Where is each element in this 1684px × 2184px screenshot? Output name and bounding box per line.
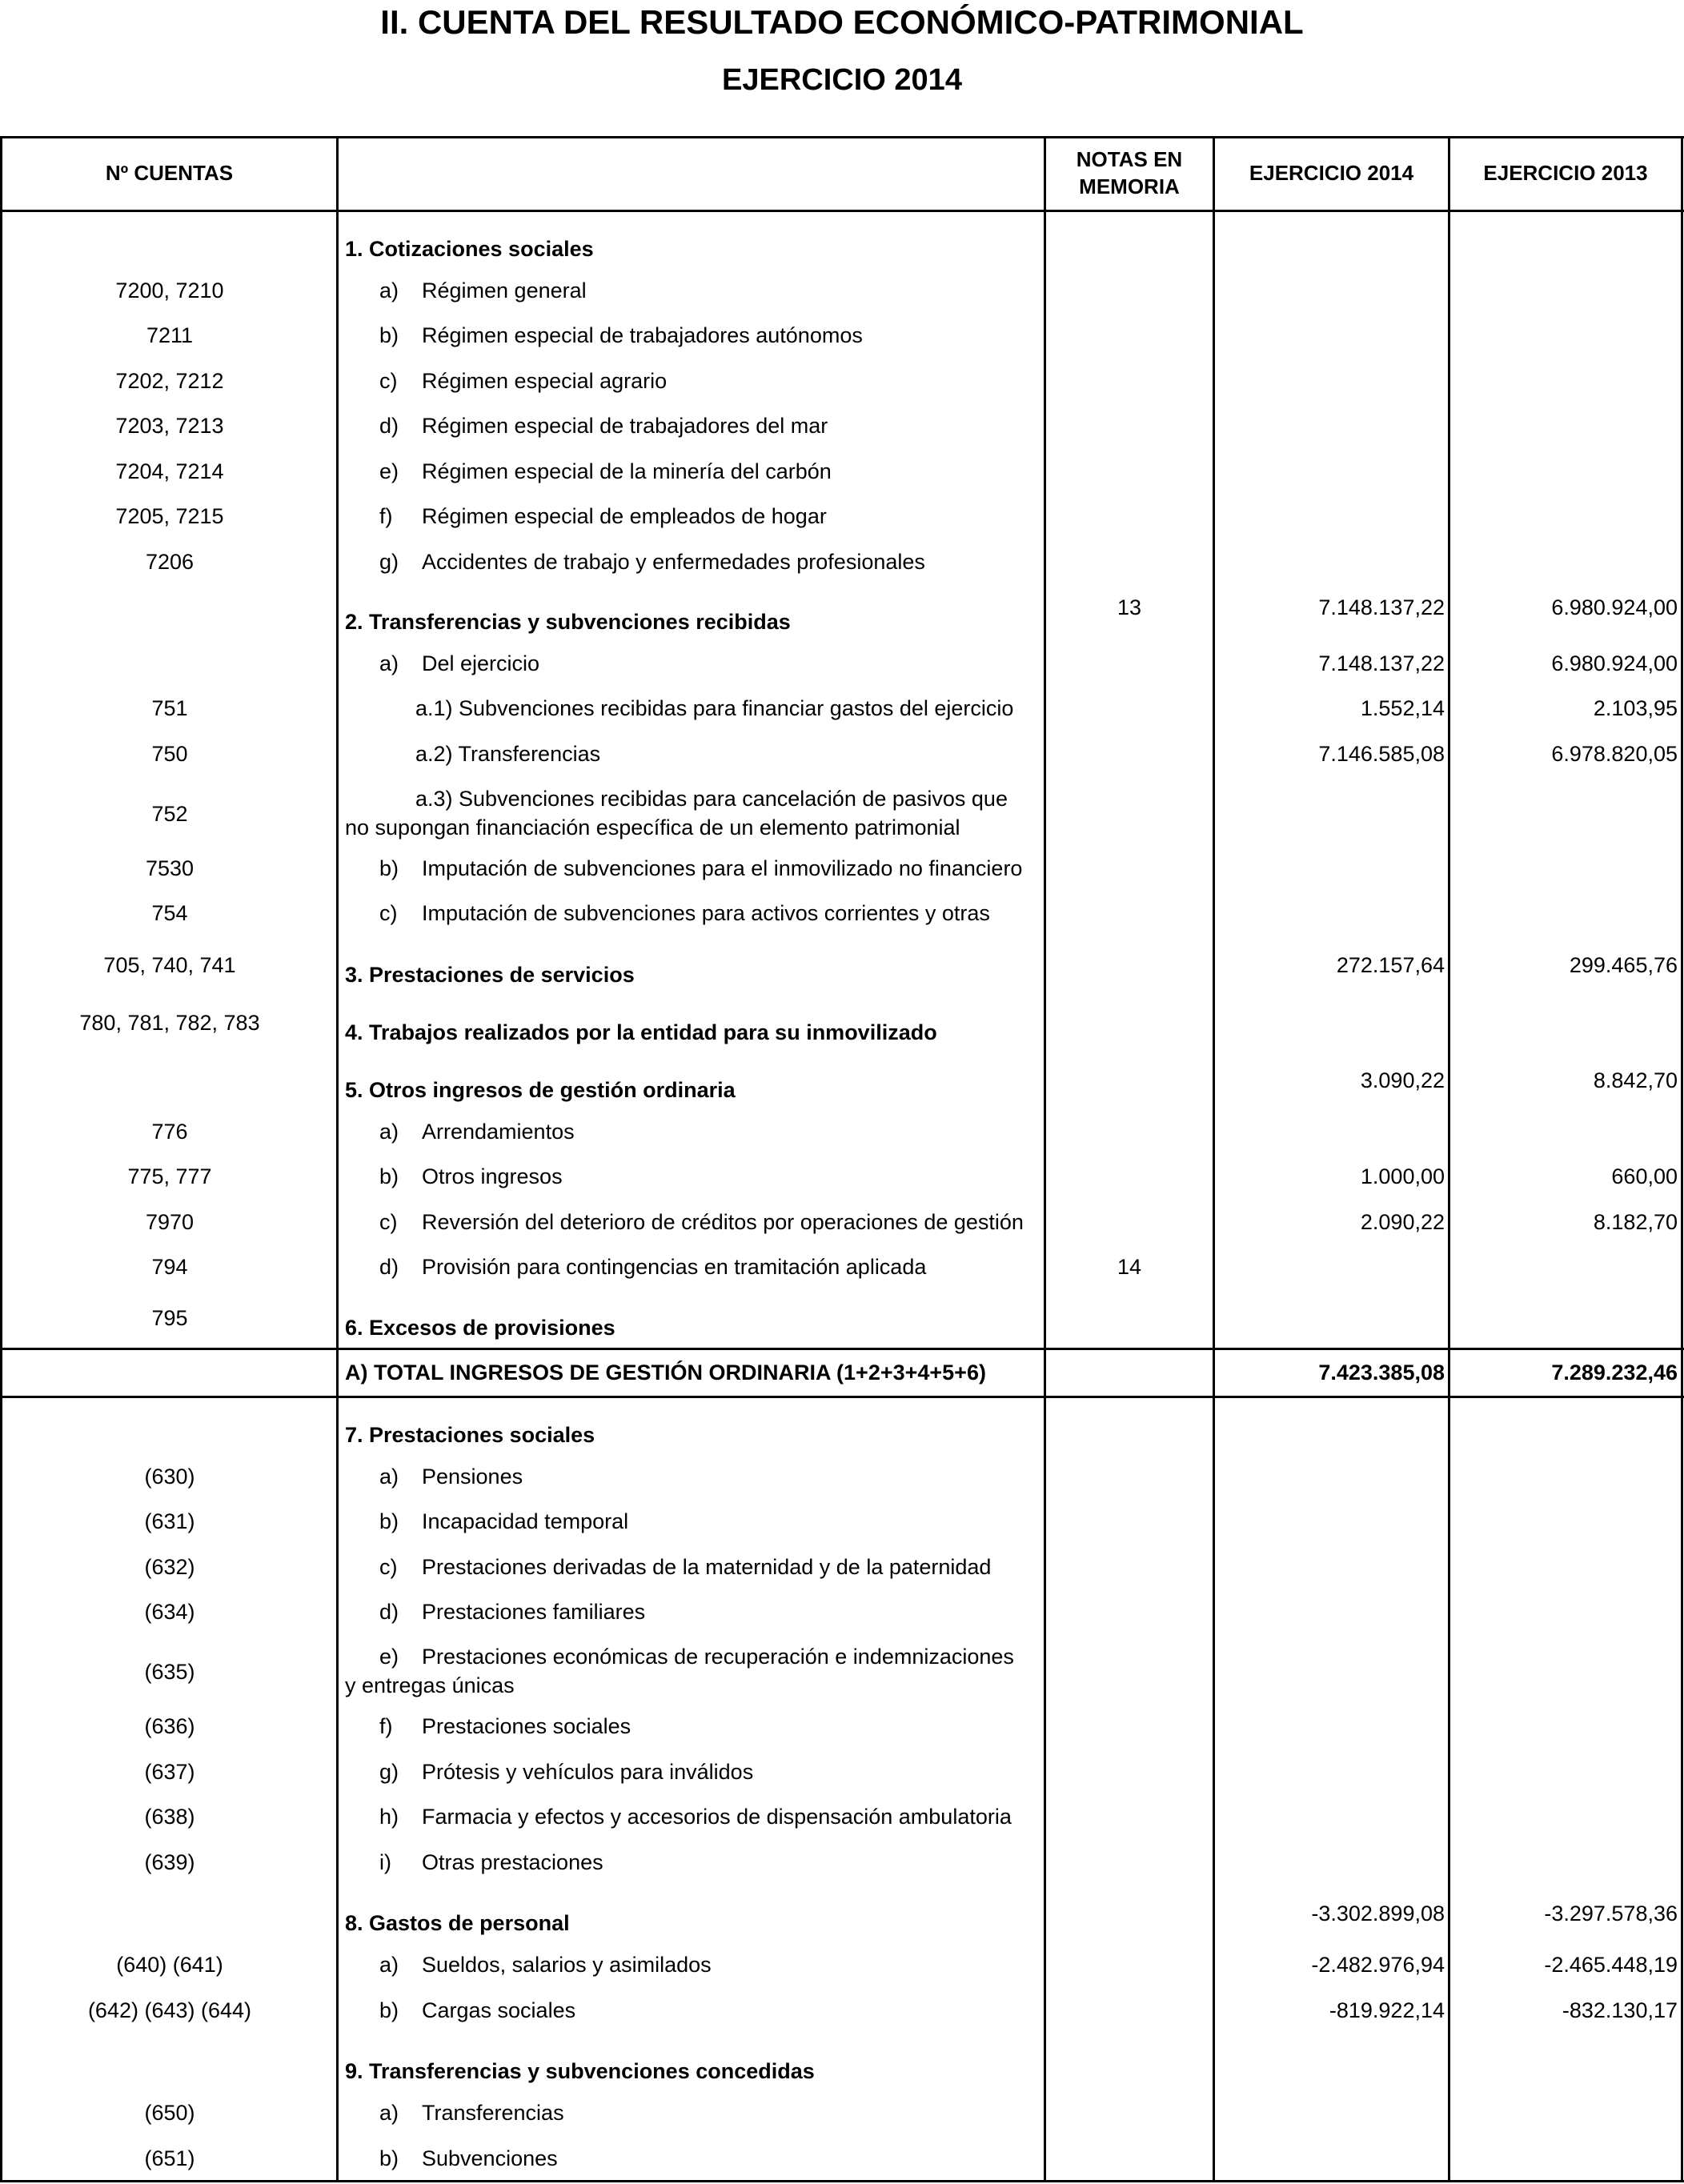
value-2014: 2.090,22	[1360, 1210, 1445, 1234]
concept-label	[345, 1252, 1076, 1281]
item-marker: d)	[379, 1600, 399, 1624]
concept-text: Cargas sociales	[422, 1998, 576, 2022]
concept-label	[345, 1076, 1041, 1104]
concept-label	[345, 502, 1076, 531]
concept-label	[345, 1712, 1076, 1741]
account-codes: 705, 740, 741	[103, 953, 236, 977]
concept-text: 1. Cotizaciones sociales	[345, 237, 594, 261]
col-border-left	[0, 136, 2, 2182]
concept-text: Transferencias	[422, 2101, 564, 2125]
concept-label	[345, 1313, 1041, 1342]
item-marker: f)	[379, 1714, 393, 1738]
header-ejercicio-2013: EJERCICIO 2013	[1483, 161, 1648, 185]
item-marker: g)	[379, 1760, 399, 1784]
total-top-divider	[0, 1348, 1684, 1350]
value-2013: 2.103,95	[1593, 696, 1678, 720]
concept-text: Prestaciones económicas de recuperación e indemnizaciones	[422, 1645, 1014, 1669]
concept-text: Accidentes de trabajo y enfermedades profesionales	[422, 550, 925, 574]
item-marker: b)	[379, 323, 399, 347]
concept-label	[345, 1642, 1076, 1671]
value-2013: 660,00	[1611, 1164, 1678, 1188]
concept-label	[345, 457, 1076, 486]
item-marker: a)	[379, 279, 399, 303]
concept-text: 6. Excesos de provisiones	[345, 1316, 615, 1340]
page-subtitle: EJERCICIO 2014	[722, 63, 962, 97]
value-2013: -832.130,17	[1562, 1998, 1678, 2022]
item-marker: c)	[379, 1210, 398, 1234]
account-codes: 780, 781, 782, 783	[79, 1011, 260, 1035]
account-codes: (636)	[144, 1714, 195, 1738]
item-marker: b)	[379, 2146, 399, 2170]
concept-text: Imputación de subvenciones para el inmovilizado no financiero	[422, 856, 1023, 880]
concept-label	[345, 960, 1041, 989]
concept-text: Farmacia y efectos y accesorios de dispensación ambulatoria	[422, 1805, 1012, 1829]
item-marker: b)	[379, 1998, 399, 2022]
concept-text: Incapacidad temporal	[422, 1509, 629, 1533]
col-border-3	[1213, 136, 1215, 2182]
value-2014: -819.922,14	[1329, 1998, 1445, 2022]
concept-label	[345, 899, 1076, 928]
concept-text: 7. Prestaciones sociales	[345, 1423, 595, 1447]
concept-label	[345, 784, 1112, 813]
value-2014: 7.146.585,08	[1318, 742, 1445, 766]
account-codes: 7202, 7212	[115, 369, 224, 393]
item-marker: b)	[379, 1164, 399, 1188]
account-codes: (638)	[144, 1805, 195, 1829]
concept-label	[345, 2144, 1076, 2173]
concept-text: Prestaciones sociales	[422, 1714, 632, 1738]
header-cuentas: Nº CUENTAS	[105, 161, 234, 185]
concept-label	[345, 1553, 1076, 1581]
concept-label	[345, 1848, 1076, 1877]
account-codes: 7204, 7214	[115, 459, 224, 483]
value-2014: -2.482.976,94	[1311, 1953, 1445, 1977]
item-marker: c)	[379, 1555, 398, 1579]
item-marker: b)	[379, 856, 399, 880]
concept-label	[345, 276, 1076, 305]
concept-text: Prótesis y vehículos para inválidos	[422, 1760, 754, 1784]
col-border-4	[1448, 136, 1450, 2182]
item-marker: h)	[379, 1805, 399, 1829]
concept-text: Pensiones	[422, 1465, 523, 1489]
item-marker: a)	[379, 1120, 399, 1144]
value-2013: 6.980.924,00	[1551, 595, 1678, 619]
concept-text: Otras prestaciones	[422, 1850, 603, 1874]
value-2013: 7.289.232,46	[1551, 1360, 1678, 1385]
concept-label	[345, 1802, 1076, 1831]
col-border-1	[336, 136, 339, 2182]
concept-label	[345, 854, 1076, 883]
account-codes: (651)	[144, 2146, 195, 2170]
value-2013: 8.842,70	[1593, 1068, 1678, 1092]
concept-text: a.1) Subvenciones recibidas para financiar gastos del ejercicio	[415, 696, 1014, 720]
concept-label	[345, 1117, 1076, 1146]
account-codes: 795	[151, 1306, 188, 1330]
concept-text: 2. Transferencias y subvenciones recibidas	[345, 610, 791, 634]
account-codes: 750	[151, 742, 188, 766]
header-ejercicio-2014: EJERCICIO 2014	[1249, 161, 1414, 185]
concept-label	[345, 1950, 1076, 1979]
concept-label	[345, 1018, 1041, 1047]
item-marker: a)	[379, 1465, 399, 1489]
concept-label	[345, 1358, 1041, 1387]
concept-text-continued: y entregas únicas	[345, 1673, 515, 1697]
concept-label	[345, 1462, 1076, 1491]
header-notas: NOTAS EN MEMORIA	[1076, 147, 1183, 198]
value-2014: 3.090,22	[1360, 1068, 1445, 1092]
concept-text: Imputación de subvenciones para activos corrientes y otras	[422, 901, 990, 925]
concept-text: Provisión para contingencias en tramitación aplicada	[422, 1255, 927, 1279]
account-codes: 7970	[145, 1210, 194, 1234]
value-2013: -3.297.578,36	[1544, 1901, 1678, 1926]
item-marker: b)	[379, 1509, 399, 1533]
account-codes: (640) (641)	[116, 1953, 223, 1977]
header-divider	[0, 210, 1684, 212]
concept-text-continued: no supongan financiación específica de un elemento patrimonial	[345, 815, 960, 840]
concept-label	[345, 739, 1112, 768]
concept-text: 5. Otros ingresos de gestión ordinaria	[345, 1078, 736, 1102]
concept-label	[345, 1507, 1076, 1536]
concept-text: Arrendamientos	[422, 1120, 575, 1144]
account-codes: 7211	[146, 323, 194, 347]
account-codes: 7206	[145, 550, 194, 574]
concept-label	[345, 1909, 1041, 1938]
concept-text: Régimen especial de empleados de hogar	[422, 504, 827, 528]
concept-label	[345, 694, 1112, 723]
concept-text: Régimen especial de trabajadores autónomos	[422, 323, 863, 347]
account-codes: (630)	[144, 1465, 195, 1489]
concept-label	[345, 1757, 1076, 1786]
value-2014: 7.148.137,22	[1318, 651, 1445, 675]
value-2013: 299.465,76	[1569, 953, 1678, 977]
item-marker: e)	[379, 1645, 399, 1669]
memory-note: 13	[1117, 595, 1142, 619]
concept-label	[345, 234, 1041, 263]
concept-text: Subvenciones	[422, 2146, 558, 2170]
concept-text: Régimen especial de la minería del carbón	[422, 459, 832, 483]
table-border-bottom	[0, 2180, 1684, 2182]
account-codes: 7205, 7215	[115, 504, 224, 528]
total-bottom-divider	[0, 1396, 1684, 1398]
concept-text: a.2) Transferencias	[415, 742, 601, 766]
account-codes: (632)	[144, 1555, 195, 1579]
concept-label	[345, 1208, 1076, 1236]
concept-label	[345, 411, 1076, 440]
page-title: II. CUENTA DEL RESULTADO ECONÓMICO-PATRIMONIAL	[380, 3, 1304, 41]
concept-text: Régimen especial de trabajadores del mar	[422, 414, 828, 438]
value-2013: -2.465.448,19	[1544, 1953, 1678, 1977]
concept-text: 3. Prestaciones de servicios	[345, 963, 635, 987]
value-2013: 6.978.820,05	[1551, 742, 1678, 766]
concept-label	[345, 1421, 1041, 1449]
concept-label	[345, 1996, 1076, 2025]
account-codes: 794	[151, 1255, 188, 1279]
value-2014: 1.552,14	[1360, 696, 1445, 720]
concept-label	[345, 1597, 1076, 1626]
account-codes: 754	[151, 901, 188, 925]
account-codes: 7203, 7213	[115, 414, 224, 438]
value-2013: 8.182,70	[1593, 1210, 1678, 1234]
concept-label	[345, 321, 1076, 350]
account-codes: (635)	[144, 1660, 195, 1684]
concept-text: 9. Transferencias y subvenciones concedidas	[345, 2059, 815, 2083]
concept-text: A) TOTAL INGRESOS DE GESTIÓN ORDINARIA (1+2+3+4+5+6)	[345, 1360, 986, 1385]
concept-text: Sueldos, salarios y asimilados	[422, 1953, 712, 1977]
account-codes: (637)	[144, 1760, 195, 1784]
item-marker: a)	[379, 651, 399, 675]
item-marker: i)	[379, 1850, 391, 1874]
item-marker: d)	[379, 414, 399, 438]
concept-label	[345, 649, 1076, 678]
concept-label	[345, 547, 1076, 576]
item-marker: f)	[379, 504, 393, 528]
account-codes: 7530	[145, 856, 194, 880]
account-codes: 751	[151, 696, 188, 720]
value-2014: 7.423.385,08	[1318, 1360, 1445, 1385]
concept-text: Prestaciones familiares	[422, 1600, 646, 1624]
concept-text: a.3) Subvenciones recibidas para cancelación de pasivos que	[415, 787, 1008, 811]
account-codes: (639)	[144, 1850, 195, 1874]
concept-label	[345, 367, 1076, 395]
account-codes: (634)	[144, 1600, 195, 1624]
account-codes: 752	[151, 802, 188, 826]
account-codes: (650)	[144, 2101, 195, 2125]
concept-text: Reversión del deterioro de créditos por operaciones de gestión	[422, 1210, 1024, 1234]
concept-text: 8. Gastos de personal	[345, 1911, 570, 1935]
header-concepto	[339, 136, 1044, 210]
concept-text: 4. Trabajos realizados por la entidad para su inmovilizado	[345, 1020, 937, 1044]
memory-note: 14	[1117, 1255, 1142, 1279]
value-2013: 6.980.924,00	[1551, 651, 1678, 675]
account-codes: (631)	[144, 1509, 195, 1533]
concept-text: Otros ingresos	[422, 1164, 563, 1188]
item-marker: c)	[379, 369, 398, 393]
concept-text: Prestaciones derivadas de la maternidad y de la paternidad	[422, 1555, 992, 1579]
account-codes: 7200, 7210	[115, 279, 224, 303]
value-2014: 1.000,00	[1360, 1164, 1445, 1188]
account-codes: 775, 777	[127, 1164, 212, 1188]
item-marker: d)	[379, 1255, 399, 1279]
concept-label	[345, 2057, 1041, 2086]
value-2014: 7.148.137,22	[1318, 595, 1445, 619]
item-marker: a)	[379, 1953, 399, 1977]
concept-text: Régimen especial agrario	[422, 369, 668, 393]
concept-label	[345, 1162, 1076, 1191]
value-2014: 272.157,64	[1336, 953, 1445, 977]
value-2014: -3.302.899,08	[1311, 1901, 1445, 1926]
concept-text: Régimen general	[422, 279, 587, 303]
concept-text: Del ejercicio	[422, 651, 540, 675]
account-codes: (642) (643) (644)	[87, 1998, 252, 2022]
item-marker: c)	[379, 901, 398, 925]
concept-label	[345, 2098, 1076, 2127]
results-table	[0, 136, 1684, 2182]
col-border-right	[1681, 136, 1683, 2182]
item-marker: e)	[379, 459, 399, 483]
item-marker: a)	[379, 2101, 399, 2125]
item-marker: g)	[379, 550, 399, 574]
concept-label	[345, 607, 1041, 636]
account-codes: 776	[151, 1120, 188, 1144]
